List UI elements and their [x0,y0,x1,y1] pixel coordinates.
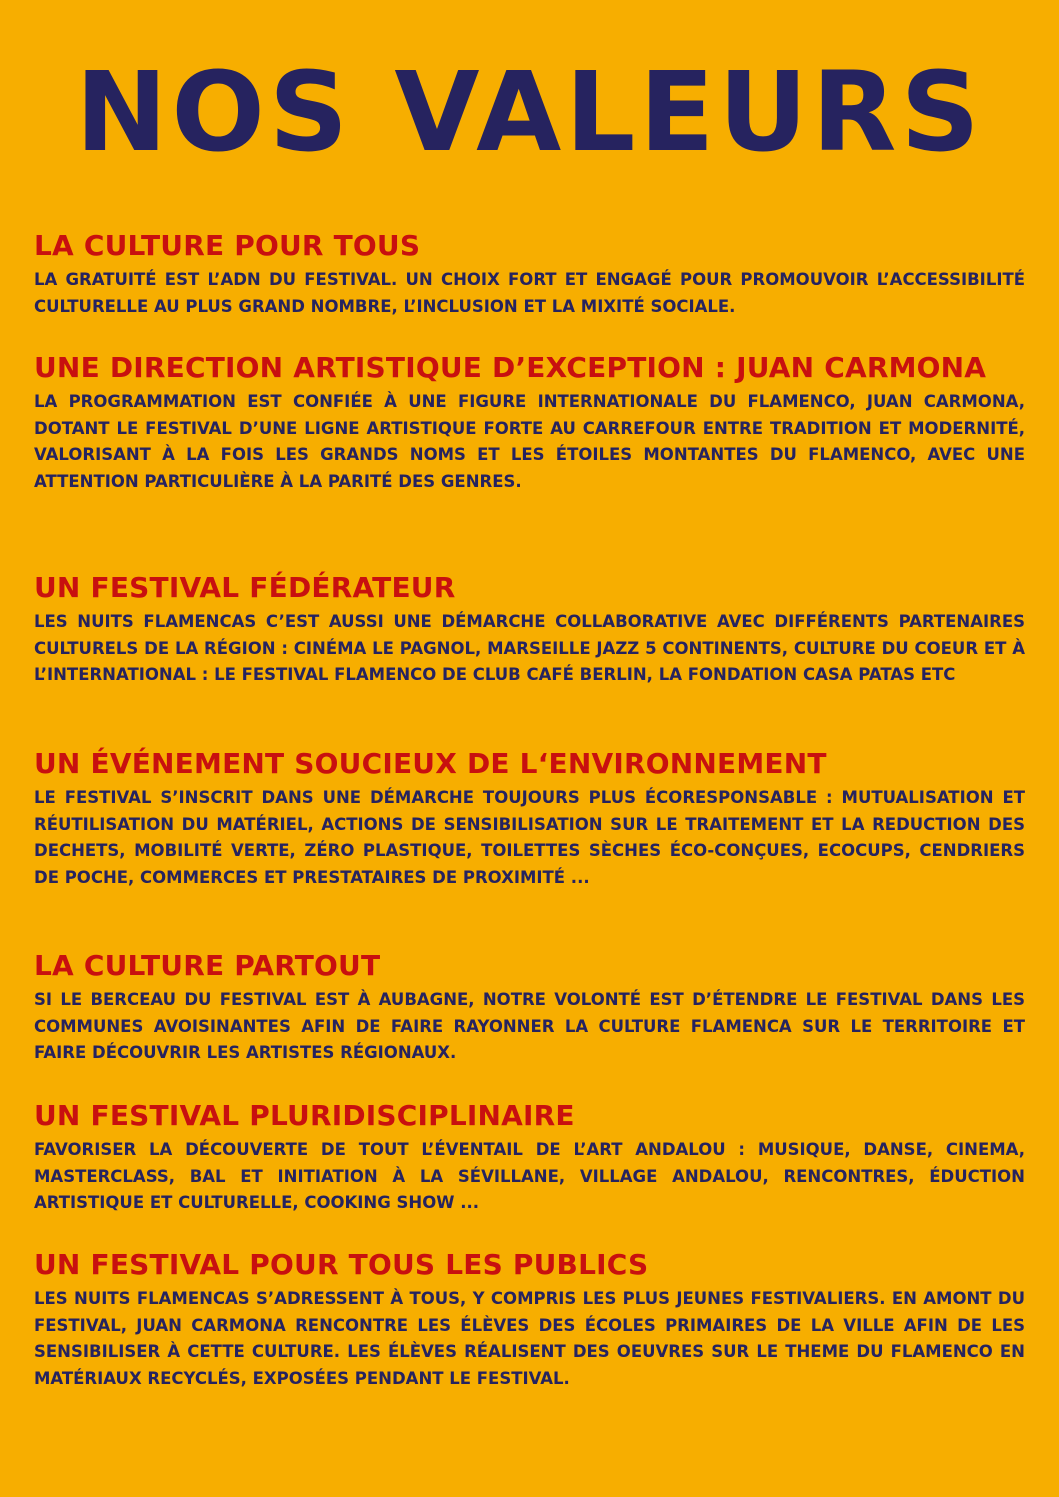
section-body: LA GRATUITÉ EST L’ADN DU FESTIVAL. UN CHOIX FORT ET ENGAGÉ POUR PROMOUVOIR L’ACCESSIBILITÉ CULTURELLE AU PLUS GRAND NOMBRE, L’INCLUSION ET LA MIXITÉ SOCIALE. [34,270,1025,316]
section-body: LES NUITS FLAMENCAS S’ADRESSENT À TOUS, Y COMPRIS LES PLUS JEUNES FESTIVALIERS. EN AMONT DU FESTIVAL, JUAN CARMONA RENCONTRE LES ÉLÈVES DES ÉCOLES PRIMAIRES DE LA VILLE AFIN DE LES SENSIBILISER À CETTE CULTURE. LES ÉLÈVES RÉALISENT DES OEUVRES SUR LE THEME DU FLAMENCO EN MATÉRIAUX RECYCLÉS, EXPOSÉES PENDANT LE FESTIVAL. [34,1289,1025,1388]
section-culture-partout [34,944,1025,1067]
section-heading: LA CULTURE POUR TOUS [34,229,421,262]
section-tous-les-publics [34,1243,1025,1392]
section-body: FAVORISER LA DÉCOUVERTE DE TOUT L’ÉVENTAIL DE L’ART ANDALOU : MUSIQUE, DANSE, CINEMA, MASTERCLASS, BAL ET INITIATION À LA SÉVILLANE, VILLAGE ANDALOU, RENCONTRES, ÉDUCTION ARTISTIQUE ET CULTURELLE, COOKING SHOW ... [34,1140,1025,1212]
section-festival-federateur [34,566,1025,689]
section-body: LES NUITS FLAMENCAS C’EST AUSSI UNE DÉMARCHE COLLABORATIVE AVEC DIFFÉRENTS PARTENAIRES CULTURELS DE LA RÉGION : CINÉMA LE PAGNOL, MARSEILLE JAZZ 5 CONTINENTS, CULTURE DU COEUR ET À L’INTERNATIONAL : LE FESTIVAL FLAMENCO DE CLUB CAFÉ BERLIN, LA FONDATION CASA PATAS ETC [34,612,1025,684]
section-body: LE FESTIVAL S’INSCRIT DANS UNE DÉMARCHE TOUJOURS PLUS ÉCORESPONSABLE : MUTUALISATION ET RÉUTILISATION DU MATÉRIEL, ACTIONS DE SENSIBILISATION SUR LE TRAITEMENT ET LA REDUCTION DES DECHETS, MOBILITÉ VERTE, ZÉRO PLASTIQUE, TOILETTES SÈCHES ÉCO-CONÇUES, ECOCUPS, CENDRIERS DE POCHE, COMMERCES ET PRESTATAIRES DE PROXIMITÉ ... [34,788,1025,887]
section-pluridisciplinaire [34,1094,1025,1217]
section-direction-artistique [34,346,1025,495]
section-heading: LA CULTURE PARTOUT [34,949,381,982]
section-heading: UN ÉVÉNEMENT SOUCIEUX DE L‘ENVIRONNEMENT [34,747,827,780]
section-body: LA PROGRAMMATION EST CONFIÉE À UNE FIGURE INTERNATIONALE DU FLAMENCO, JUAN CARMONA, DOTANT LE FESTIVAL D’UNE LIGNE ARTISTIQUE FORTE AU CARREFOUR ENTRE TRADITION ET MODERNITÉ, VALORISANT À LA FOIS LES GRANDS NOMS ET LES ÉTOILES MONTANTES DU FLAMENCO, AVEC UNE ATTENTION PARTICULIÈRE À LA PARITÉ DES GENRES. [34,392,1025,491]
section-heading: UNE DIRECTION ARTISTIQUE D’EXCEPTION : JUAN CARMONA [34,351,987,384]
section-body: SI LE BERCEAU DU FESTIVAL EST À AUBAGNE, NOTRE VOLONTÉ EST D’ÉTENDRE LE FESTIVAL DANS LES COMMUNES AVOISINANTES AFIN DE FAIRE RAYONNER LA CULTURE FLAMENCA SUR LE TERRITOIRE ET FAIRE DÉCOUVRIR LES ARTISTES RÉGIONAUX. [34,990,1025,1062]
section-heading: UN FESTIVAL PLURIDISCIPLINAIRE [34,1099,575,1132]
section-culture-pour-tous [34,224,1025,320]
section-environnement [34,742,1025,891]
section-heading: UN FESTIVAL POUR TOUS LES PUBLICS [34,1248,649,1281]
page-title: NOS VALEURS [75,48,984,176]
section-heading: UN FESTIVAL FÉDÉRATEUR [34,571,456,604]
